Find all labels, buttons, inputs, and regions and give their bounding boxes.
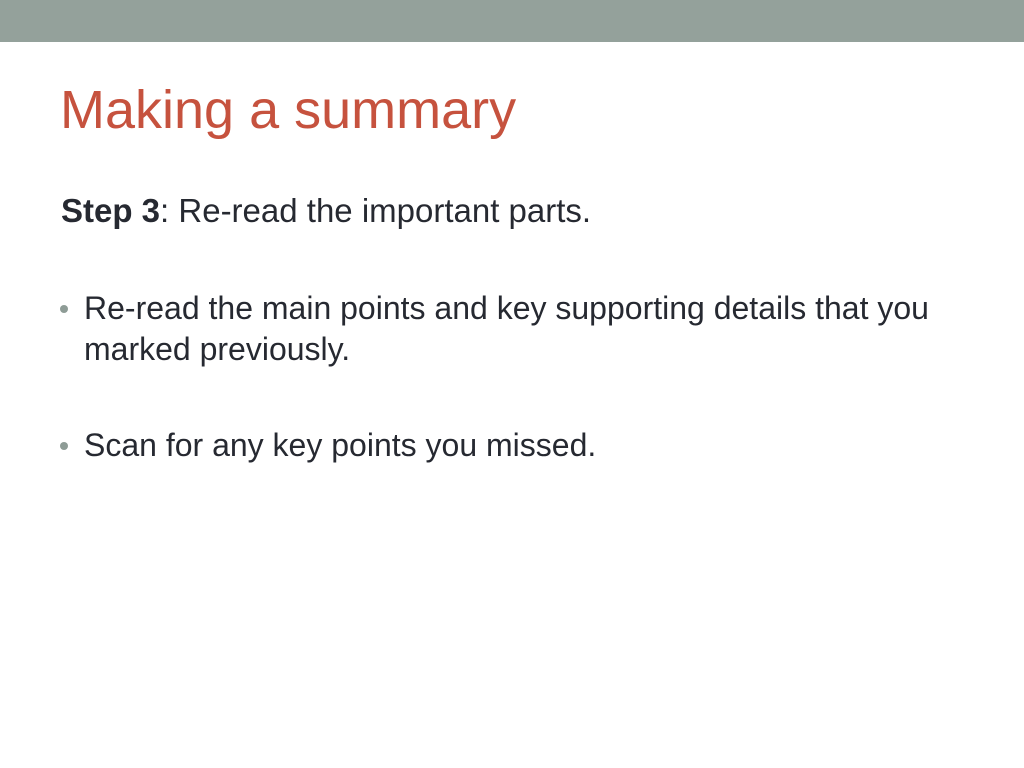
bullet-item <box>62 288 934 370</box>
bullet-text: Scan for any key points you missed. <box>84 427 597 463</box>
bullet-dot-icon <box>60 442 68 450</box>
step-heading <box>61 192 591 230</box>
slide-title: Making a summary <box>60 80 517 140</box>
bullet-list <box>62 288 934 466</box>
step-text: : Re-read the important parts. <box>160 192 592 229</box>
slide-top-band <box>0 0 1024 42</box>
bullet-text: Re-read the main points and key supporting details that you marked previously. <box>84 290 929 367</box>
bullet-dot-icon <box>60 305 68 313</box>
bullet-item <box>62 425 934 466</box>
step-label: Step 3 <box>61 192 161 229</box>
